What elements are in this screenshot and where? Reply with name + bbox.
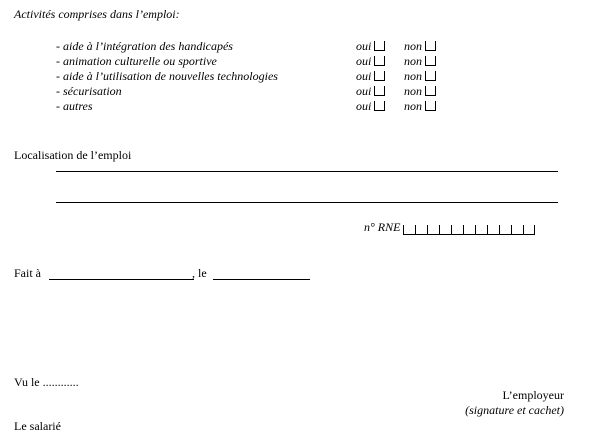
rne-digit-box[interactable] <box>487 225 499 235</box>
fait-date-line[interactable] <box>213 279 310 280</box>
activity-non-4 <box>404 84 436 99</box>
non-checkbox[interactable] <box>425 86 436 96</box>
oui-checkbox[interactable] <box>374 41 385 51</box>
rne-digit-box[interactable] <box>415 225 427 235</box>
rne-digit-box[interactable] <box>427 225 439 235</box>
non-checkbox[interactable] <box>425 41 436 51</box>
oui-label: oui <box>356 84 372 98</box>
activity-label-5: - autres <box>56 99 93 113</box>
oui-label: oui <box>356 39 372 53</box>
rne-digit-box[interactable] <box>463 225 475 235</box>
salarie-label: Le salarié <box>14 419 61 433</box>
non-label: non <box>404 99 422 113</box>
employeur-label: L’employeur <box>502 388 564 402</box>
localisation-line-1[interactable] <box>56 171 558 172</box>
activity-oui-1 <box>356 39 385 54</box>
rne-digit-box[interactable] <box>499 225 511 235</box>
employeur-subtitle: (signature et cachet) <box>465 403 564 417</box>
oui-checkbox[interactable] <box>374 101 385 111</box>
fait-label: Fait à <box>14 266 41 280</box>
rne-digit-box[interactable] <box>403 225 415 235</box>
non-checkbox[interactable] <box>425 101 436 111</box>
rne-digit-box[interactable] <box>511 225 523 235</box>
activity-non-5 <box>404 99 436 114</box>
non-label: non <box>404 39 422 53</box>
rne-digit-box[interactable] <box>475 225 487 235</box>
activity-label-3: - aide à l’utilisation de nouvelles technologies <box>56 69 278 83</box>
activity-oui-2 <box>356 54 385 69</box>
activity-non-3 <box>404 69 436 84</box>
non-checkbox[interactable] <box>425 56 436 66</box>
rne-digit-box[interactable] <box>439 225 451 235</box>
non-label: non <box>404 69 422 83</box>
oui-checkbox[interactable] <box>374 86 385 96</box>
non-checkbox[interactable] <box>425 71 436 81</box>
rne-field <box>364 220 535 235</box>
activity-label-1: - aide à l’intégration des handicapés <box>56 39 233 53</box>
localisation-title: Localisation de l’emploi <box>14 148 132 162</box>
activities-title: Activités comprises dans l’emploi: <box>14 7 180 21</box>
activity-non-2 <box>404 54 436 69</box>
rne-digit-box[interactable] <box>523 225 535 235</box>
oui-label: oui <box>356 54 372 68</box>
oui-checkbox[interactable] <box>374 71 385 81</box>
vu-le-label: Vu le ............ <box>14 375 79 389</box>
oui-label: oui <box>356 99 372 113</box>
activity-oui-3 <box>356 69 385 84</box>
localisation-line-2[interactable] <box>56 202 558 203</box>
activity-label-4: - sécurisation <box>56 84 122 98</box>
non-label: non <box>404 54 422 68</box>
activity-label-2: - animation culturelle ou sportive <box>56 54 217 68</box>
oui-checkbox[interactable] <box>374 56 385 66</box>
rne-digit-box[interactable] <box>451 225 463 235</box>
activity-oui-4 <box>356 84 385 99</box>
activity-oui-5 <box>356 99 385 114</box>
fait-place-line[interactable] <box>49 279 194 280</box>
activity-non-1 <box>404 39 436 54</box>
oui-label: oui <box>356 69 372 83</box>
fait-le-label: , le <box>192 266 207 280</box>
non-label: non <box>404 84 422 98</box>
rne-label: n° RNE <box>364 220 401 234</box>
